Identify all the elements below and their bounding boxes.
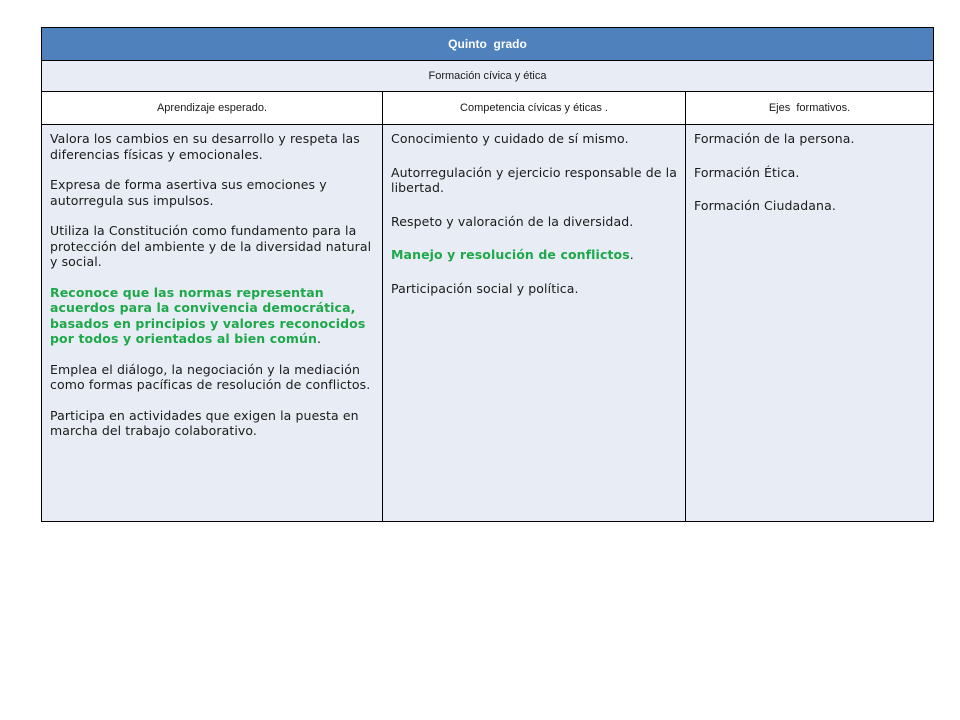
column-header-label: Aprendizaje esperado. [156, 102, 268, 114]
curriculum-table [41, 27, 934, 522]
column-header-aprendizaje [42, 92, 383, 124]
content-row [42, 125, 933, 521]
eje-item: Formación Ética. [694, 164, 800, 180]
eje-item: Formación Ciudadana. [694, 198, 836, 213]
aprendizaje-item-highlight [50, 285, 374, 347]
column-header-ejes [686, 92, 933, 124]
aprendizaje-item: Participa en actividades que exigen la puesta en marcha del trabajo colaborativo. [50, 407, 359, 438]
highlight-text: Reconoce que las normas representan acuerdos para la convivencia democrática, basados en principios y valores reconocidos por todos y orientados al bien común [50, 284, 366, 346]
highlight-text: Manejo y resolución de conflictos [391, 247, 630, 262]
competencia-item-highlight [391, 247, 677, 263]
column-header-label: Ejes formativos. [768, 102, 851, 114]
competencias-cell [383, 125, 686, 521]
aprendizaje-item: Utiliza la Constitución como fundamento para la protección del ambiente y de la diversidad natural y social. [50, 223, 372, 269]
subject-row [42, 61, 933, 92]
grade-title: Quinto grado [448, 37, 527, 51]
competencia-item: Autorregulación y ejercicio responsable de la libertad. [391, 164, 677, 195]
column-header-row [42, 92, 933, 125]
column-header-competencia [383, 92, 686, 124]
subject-title: Formación cívica y ética [428, 70, 547, 82]
aprendizaje-item: Emplea el diálogo, la negociación y la mediación como formas pacíficas de resolución de conflictos. [50, 361, 371, 392]
competencia-item: Participación social y política. [391, 280, 579, 296]
column-header-label: Competencia cívicas y éticas . [460, 102, 608, 114]
competencia-item: Respeto y valoración de la diversidad. [391, 213, 634, 229]
trailing-period: . [629, 247, 634, 262]
aprendizaje-item: Expresa de forma asertiva sus emociones y autorregula sus impulsos. [50, 177, 327, 208]
eje-item: Formación de la persona. [694, 131, 855, 146]
table-title-row [42, 28, 933, 61]
trailing-period: . [317, 331, 322, 346]
aprendizajes-cell [42, 125, 383, 521]
ejes-cell [686, 125, 933, 521]
competencia-item: Conocimiento y cuidado de sí mismo. [391, 131, 629, 146]
aprendizaje-item: Valora los cambios en su desarrollo y respeta las diferencias físicas y emocionales. [50, 131, 360, 162]
